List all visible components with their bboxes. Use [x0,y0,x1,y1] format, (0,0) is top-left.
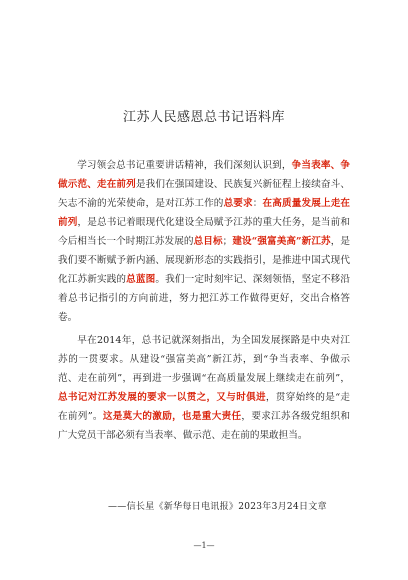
para1-text-1: 学习领会总书记重要讲话精神，我们深刻认识到， [77,160,292,171]
paragraph-2 [58,331,350,445]
para1-highlight-2: 总要求 [223,198,253,209]
para1-highlight-6: 总蓝图 [126,274,156,285]
document-title: 江苏人民感恩总书记语料库 [122,110,285,125]
para2-highlight-2: 这是莫大的激励，也是重大责任 [102,411,242,422]
document-body [58,156,350,449]
para1-highlight-5: 建设“强富美高”新江苏 [232,236,331,247]
para2-text-3: ，要求江苏各级党组织和广大党员干部必须有当表率、做示范、走在前的果敢担当。 [58,411,351,441]
para1-highlight-3: 在高质量发展上走在前列 [58,198,351,228]
page-number: —1— [193,541,215,550]
para1-text-4: ，是总书记着眼现代化建设全局赋予江苏的重大任务，是当前和今后相当长一个时期江苏发展的 [58,217,351,247]
para2-highlight-1: 总书记对江苏发展的要求一以贯之，又与时俱进 [58,392,266,403]
para1-highlight-4: 总目标 [193,236,223,247]
para2-text-1: 早在2014年，总书记就深刻指出，为全国发展探路是中央对江苏的一贯要求。从建设“强富美高”新江苏，到“争当表率、争做示范、走在前列”，再到进一步强调“在高质量发展上继续走在前列”， [58,335,350,384]
paragraph-1 [58,156,350,327]
para1-text-5: ； [222,236,233,247]
para1-text-7: 。我们一定时刻牢记、深刻领悟，坚定不移沿着总书记指引的方向前进，努力把江苏工作做得更好，交出合格答卷。 [58,274,351,323]
source-citation: ——信长星《新华每日电讯报》2023年3月24日文章 [108,502,327,512]
para1-text-2: 是我们在强国建设、民族复兴新征程上接续奋斗、矢志不渝的光荣使命，是对江苏工作的 [58,179,351,209]
para2-text-2: ，贯穿始终的是“走在前列”。 [58,392,351,422]
para1-highlight-1: 争当表率、争做示范、走在前列 [58,160,351,190]
para1-text-6: ，是我们要不断赋予新内涵、展现新形态的实践指引，是推进中国式现代化江苏新实践的 [58,236,351,285]
para1-text-3: ： [252,198,263,209]
